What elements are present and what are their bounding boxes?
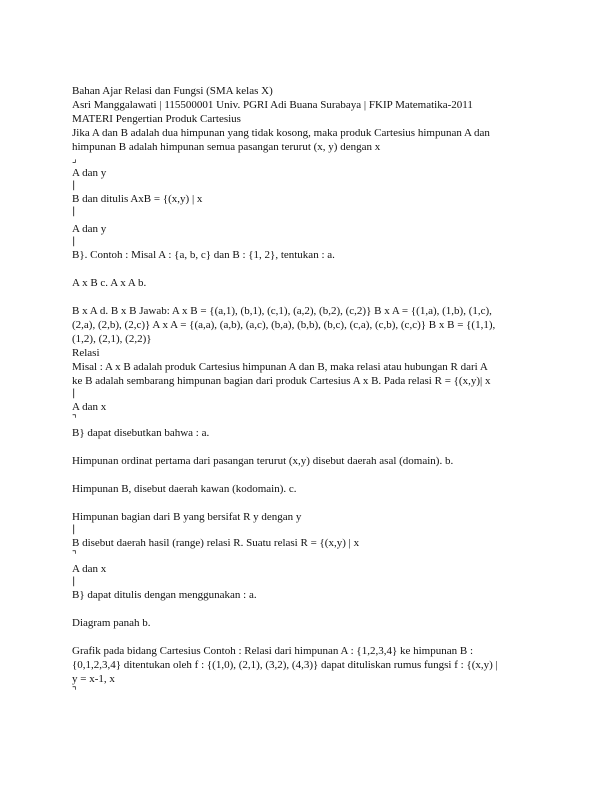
paragraph-line: A dan y (72, 223, 107, 235)
paragraph-line: y = x-1, x (72, 673, 115, 685)
element-of-symbol: | (72, 180, 76, 191)
document-topic: MATERI Pengertian Produk Cartesius (72, 113, 241, 125)
paragraph-line: Himpunan B, disebut daerah kawan (kodomain). c. (72, 483, 297, 495)
paragraph-line: B disebut daerah hasil (range) relasi R. Suatu relasi R = {(x,y) | x (72, 537, 360, 549)
element-of-symbol: | (72, 388, 76, 399)
paragraph-line: (2,a), (2,b), (2,c)} A x A = {(a,a), (a,b), (a,c), (b,a), (b,b), (b,c), (c,a), (c,b), (c,c)} B x B = {(1,1), (72, 319, 496, 331)
element-of-symbol: | (72, 524, 76, 535)
element-of-symbol: | (72, 576, 76, 587)
paragraph-line: B} dapat disebutkan bahwa : a. (72, 427, 210, 439)
paragraph-line: himpunan B adalah himpunan semua pasangan terurut (x, y) dengan x (72, 141, 381, 153)
paragraph-line: Grafik pada bidang Cartesius Contoh : Relasi dari himpunan A : {1,2,3,4} ke himpunan B : (72, 645, 474, 657)
element-of-symbol: ⌟ (72, 154, 77, 165)
paragraph-line: Diagram panah b. (72, 617, 151, 629)
paragraph-line: A x B c. A x A b. (72, 277, 147, 289)
paragraph-line: B dan ditulis AxB = {(x,y) | x (72, 193, 203, 205)
paragraph-line: (1,2), (2,1), (2,2)} (72, 333, 152, 345)
not-element-of-symbol: ⌝ (72, 414, 77, 425)
document-author: Asri Manggalawati | 115500001 Univ. PGRI Adi Buana Surabaya | FKIP Matematika-2011 (72, 99, 473, 111)
paragraph-line: A dan y (72, 167, 107, 179)
paragraph-line: A dan x (72, 401, 107, 413)
paragraph-line: Himpunan bagian dari B yang bersifat R y dengan y (72, 511, 302, 523)
paragraph-line: Misal : A x B adalah produk Cartesius himpunan A dan B, maka relasi atau hubungan R dari A (72, 361, 488, 373)
paragraph-line: A dan x (72, 563, 107, 575)
paragraph-line: B x A d. B x B Jawab: A x B = {(a,1), (b,1), (c,1), (a,2), (b,2), (c,2)} B x A = {(1,a), (1,b), (1,c), (72, 305, 492, 317)
section-heading: Relasi (72, 347, 100, 359)
paragraph-line: Jika A dan B adalah dua himpunan yang tidak kosong, maka produk Cartesius himpunan A dan (72, 127, 490, 139)
paragraph-line: ke B adalah sembarang himpunan bagian dari produk Cartesius A x B. Pada relasi R = {(x,y)| x (72, 375, 491, 387)
element-of-symbol: | (72, 206, 76, 217)
element-of-symbol: | (72, 236, 76, 247)
paragraph-line: B} dapat ditulis dengan menggunakan : a. (72, 589, 257, 601)
paragraph-line: {0,1,2,3,4} ditentukan oleh f : {(1,0), (2,1), (3,2), (4,3)} dapat dituliskan rumus fungsi f : {(x,y) | (72, 659, 498, 671)
document-title: Bahan Ajar Relasi dan Fungsi (SMA kelas X) (72, 85, 273, 97)
not-element-of-symbol: ⌝ (72, 686, 77, 697)
paragraph-line: B}. Contoh : Misal A : {a, b, c} dan B : {1, 2}, tentukan : a. (72, 249, 335, 261)
document-body (72, 84, 542, 698)
paragraph-line: Himpunan ordinat pertama dari pasangan terurut (x,y) disebut daerah asal (domain). b. (72, 455, 454, 467)
not-element-of-symbol: ⌝ (72, 550, 77, 561)
